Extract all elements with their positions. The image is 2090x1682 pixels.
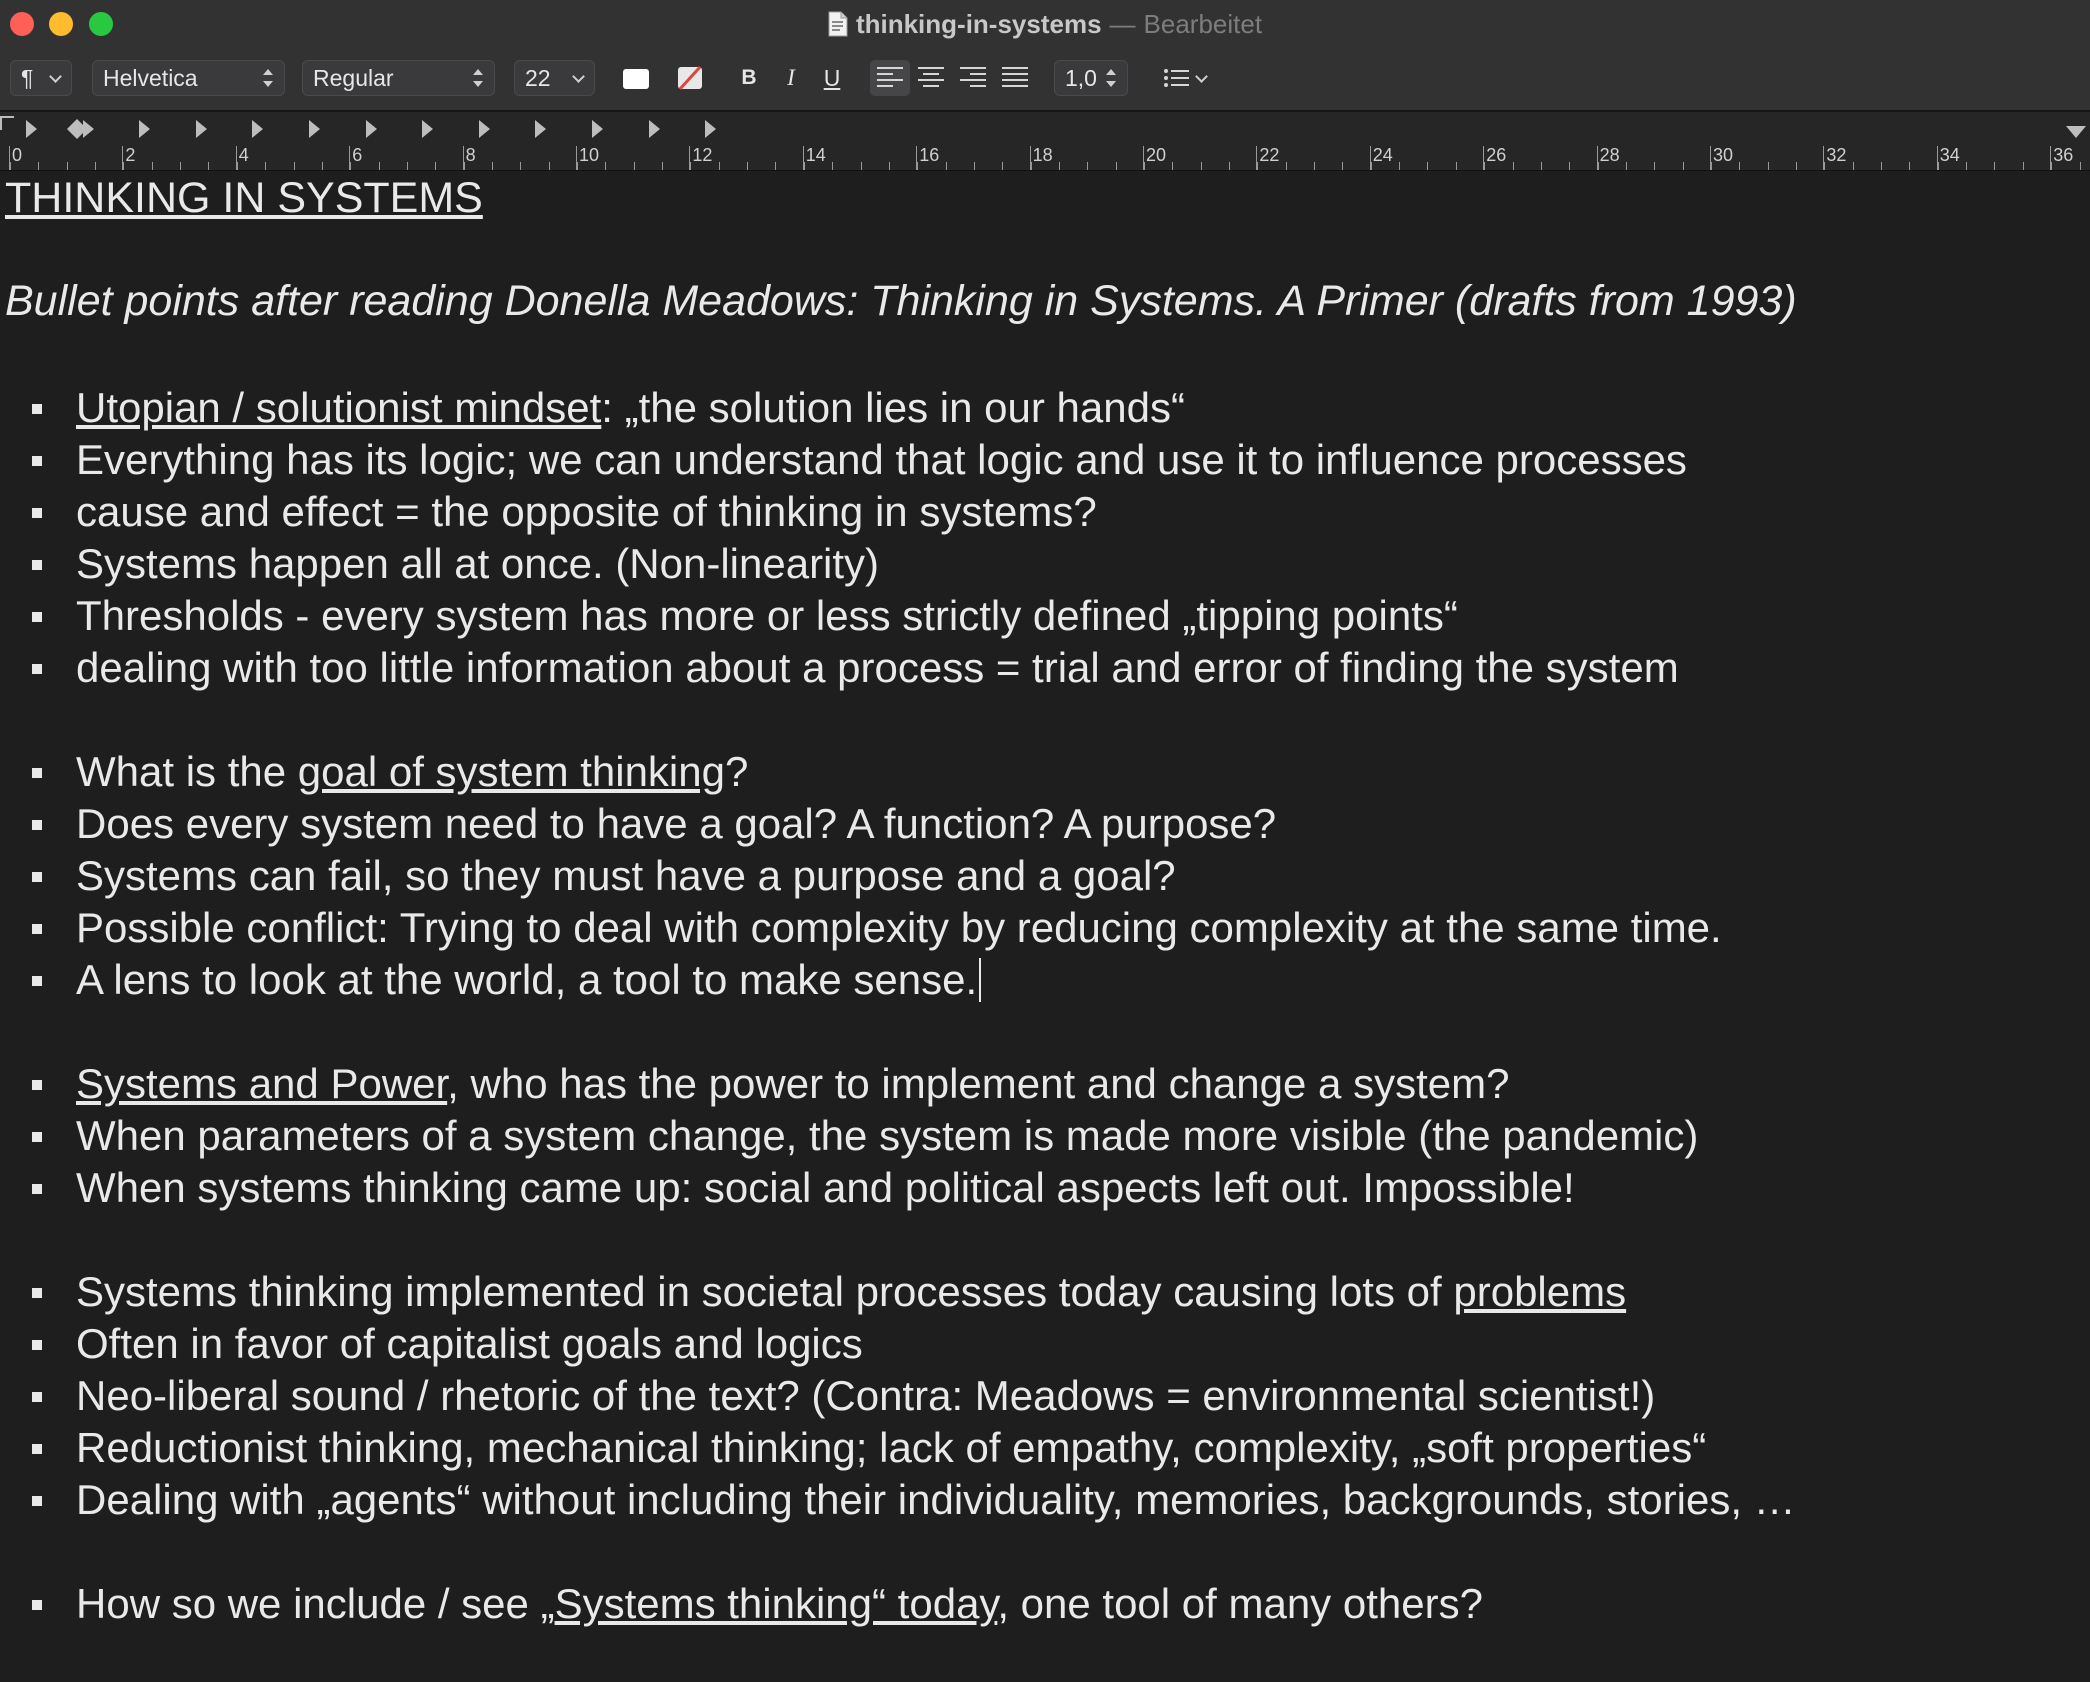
bullet-square-icon [32, 404, 42, 414]
ruler-label: 26 [1486, 145, 1507, 165]
ruler-minor-tick [379, 162, 380, 170]
ruler-minor-tick [1513, 162, 1514, 170]
tab-stop-marker[interactable] [309, 120, 320, 138]
edited-status: Bearbeitet [1143, 8, 1263, 39]
list-item-text [76, 1162, 1575, 1214]
document-subtitle: Bullet points after reading Donella Meadows: Thinking in Systems. A Primer (drafts from 1993) [5, 277, 1797, 325]
ruler-minor-tick [1427, 162, 1428, 170]
text-run: Everything has its logic; we can understand that logic and use it to influence processes [76, 436, 1687, 483]
ruler-minor-tick [1768, 162, 1769, 170]
ruler-minor-tick [1938, 162, 1939, 170]
underlined-text: goal of system thinking [297, 748, 725, 795]
ruler-minor-tick [1399, 162, 1400, 170]
tab-stop-marker[interactable] [535, 120, 546, 138]
tab-stop-marker[interactable] [422, 120, 433, 138]
ruler-minor-tick [832, 162, 833, 170]
ruler-label: 14 [805, 145, 826, 165]
chevron-down-icon [49, 72, 61, 84]
ruler-minor-tick [1569, 162, 1570, 170]
list-item-text [76, 1578, 1483, 1630]
ruler-minor-tick [1456, 162, 1457, 170]
text-run: A lens to look at the world, a tool to make sense. [76, 956, 978, 1003]
ruler-minor-tick [322, 162, 323, 170]
line-spacing-select[interactable] [1054, 60, 1128, 96]
list-item-text [76, 538, 879, 590]
format-toolbar [0, 48, 2090, 112]
ruler-minor-tick [690, 162, 691, 170]
tab-stop-marker[interactable] [83, 120, 94, 138]
font-size-value: 22 [525, 64, 551, 91]
text-run: Reductionist thinking, mechanical thinking; lack of empathy, complexity, „soft properties“ [76, 1424, 1707, 1471]
text-color-well[interactable] [623, 69, 649, 89]
ruler-minor-tick [2023, 162, 2024, 170]
ruler-minor-tick [662, 162, 663, 170]
ruler-minor-tick [294, 162, 295, 170]
ruler-minor-tick [38, 162, 39, 170]
ruler-minor-tick [1201, 162, 1202, 170]
ruler-minor-tick [775, 162, 776, 170]
text-run: : „the solution lies in our hands“ [601, 384, 1185, 431]
font-style-select[interactable] [302, 60, 495, 96]
chevron-down-icon [572, 72, 584, 84]
list-item-text [76, 1422, 1706, 1474]
ruler-minor-tick [747, 162, 748, 170]
tab-stop-marker[interactable] [649, 120, 660, 138]
ruler-minor-tick [1626, 162, 1627, 170]
ruler-minor-tick [1087, 162, 1088, 170]
ruler-label: 8 [465, 145, 476, 165]
ruler-minor-tick [2080, 162, 2081, 170]
ruler-minor-tick [237, 162, 238, 170]
underlined-text: problems [1453, 1268, 1627, 1315]
justify-icon [1002, 67, 1028, 89]
list-item-text [76, 1110, 1698, 1162]
ruler-minor-tick [407, 162, 408, 170]
window-title [0, 0, 2090, 48]
line-spacing-value: 1,0 [1065, 64, 1097, 91]
align-center-button[interactable] [916, 60, 946, 96]
bullet-square-icon [32, 560, 42, 570]
bullet-square-icon [32, 1080, 42, 1090]
underlined-text: Systems and Power [76, 1060, 448, 1107]
ruler-minor-tick [1484, 162, 1485, 170]
ruler-label: 22 [1259, 145, 1280, 165]
list-style-menu[interactable] [1156, 60, 1214, 96]
bullet-square-icon [32, 1288, 42, 1298]
ruler-minor-tick [634, 162, 635, 170]
ruler-minor-tick [577, 162, 578, 170]
ruler-label: 36 [2053, 145, 2074, 165]
text-run: Does every system need to have a goal? A function? A purpose? [76, 800, 1277, 847]
bullet-square-icon [32, 664, 42, 674]
ruler-label: 18 [1032, 145, 1053, 165]
font-style-value: Regular [313, 64, 394, 91]
bullet-square-icon [32, 1340, 42, 1350]
left-margin-marker[interactable] [0, 116, 14, 130]
underline-button[interactable]: U [823, 64, 841, 91]
document-heading: THINKING IN SYSTEMS [5, 174, 483, 222]
ruler-label: 12 [692, 145, 713, 165]
bullet-square-icon [32, 768, 42, 778]
ruler-minor-tick [1257, 162, 1258, 170]
chevron-down-icon [1195, 72, 1207, 84]
tab-stop-marker[interactable] [479, 120, 490, 138]
ruler-minor-tick [1031, 162, 1032, 170]
list-item-text [76, 642, 1679, 694]
ruler-minor-tick [1314, 162, 1315, 170]
ruler-label: 24 [1372, 145, 1393, 165]
stepper-icon [262, 67, 274, 89]
list-item-text [76, 902, 1722, 954]
bullet-square-icon [32, 924, 42, 934]
bullet-square-icon [32, 872, 42, 882]
ruler-minor-tick [889, 162, 890, 170]
tab-stop-marker[interactable] [252, 120, 263, 138]
ruler-minor-tick [1994, 162, 1995, 170]
document-body[interactable] [0, 171, 2090, 1682]
ruler-minor-tick [1966, 162, 1967, 170]
tab-stop-marker[interactable] [196, 120, 207, 138]
text-run: When systems thinking came up: social and political aspects left out. Impossible! [76, 1164, 1575, 1211]
ruler-minor-tick [549, 162, 550, 170]
ruler-minor-tick [1342, 162, 1343, 170]
ruler-minor-tick [1116, 162, 1117, 170]
list-item-text [76, 590, 1458, 642]
align-right-icon [960, 67, 986, 89]
highlight-color-icon [676, 63, 704, 93]
ruler-minor-tick [1371, 162, 1372, 170]
ruler-minor-tick [1711, 162, 1712, 170]
list-item-text [76, 1318, 863, 1370]
align-left-icon [877, 67, 903, 89]
ruler-label: 28 [1599, 145, 1620, 165]
list-item-text [76, 382, 1185, 434]
list-item-text [76, 850, 1176, 902]
ruler-minor-tick [152, 162, 153, 170]
underlined-text: Utopian / solutionist mindset [76, 384, 602, 431]
ruler-minor-tick [974, 162, 975, 170]
align-left-button[interactable] [870, 60, 910, 96]
text-run: Dealing with „agents“ without including their individuality, memories, backgrounds, stories, … [76, 1476, 1796, 1523]
text-run: Often in favor of capitalist goals and logics [76, 1320, 863, 1367]
ruler-minor-tick [1002, 162, 1003, 170]
ruler-minor-tick [804, 162, 805, 170]
list-item-text [76, 954, 981, 1006]
ruler-minor-tick [1598, 162, 1599, 170]
ruler-minor-tick [123, 162, 124, 170]
text-run: When parameters of a system change, the system is made more visible (the pandemic) [76, 1112, 1699, 1159]
text-run: , one tool of many others? [997, 1580, 1483, 1627]
ruler-minor-tick [1824, 162, 1825, 170]
ruler-minor-tick [180, 162, 181, 170]
font-family-value: Helvetica [103, 64, 198, 91]
paragraph-style-icon: ¶ [21, 64, 34, 91]
bullet-square-icon [32, 1496, 42, 1506]
tab-stop-marker[interactable] [592, 120, 603, 138]
tab-stop-marker[interactable] [366, 120, 377, 138]
paragraph-style-menu[interactable] [10, 60, 72, 96]
title-separator: — [1109, 8, 1136, 39]
ruler-minor-tick [265, 162, 266, 170]
bullet-square-icon [32, 456, 42, 466]
ruler-minor-tick [350, 162, 351, 170]
ruler-minor-tick [67, 162, 68, 170]
ruler-label: 34 [1939, 145, 1960, 165]
italic-button[interactable]: I [787, 65, 795, 90]
text-run: What is the [76, 748, 298, 795]
align-right-button[interactable] [958, 60, 988, 96]
text-run: , who has the power to implement and change a system? [447, 1060, 1510, 1107]
ruler-minor-tick [10, 162, 11, 170]
highlight-color-button[interactable] [676, 60, 704, 96]
list-item-text [76, 746, 748, 798]
bullet-square-icon [32, 820, 42, 830]
list-item-text [76, 1058, 1509, 1110]
text-run: cause and effect = the opposite of thinking in systems? [76, 488, 1097, 535]
font-size-field[interactable] [514, 60, 595, 96]
ruler-minor-tick [492, 162, 493, 170]
ruler-label: 2 [125, 145, 136, 165]
bullet-square-icon [32, 612, 42, 622]
text-run: Possible conflict: Trying to deal with complexity by reducing complexity at the same time. [76, 904, 1722, 951]
ruler-minor-tick [95, 162, 96, 170]
bullet-square-icon [32, 1184, 42, 1194]
text-cursor [979, 958, 981, 1002]
list-item-text [76, 1266, 1626, 1318]
ruler-minor-tick [946, 162, 947, 170]
stepper-icon [472, 67, 484, 89]
text-run: Thresholds - every system has more or less strictly defined „tipping points“ [76, 592, 1458, 639]
list-item-text [76, 1370, 1655, 1422]
list-item-text [76, 798, 1276, 850]
ruler-minor-tick [520, 162, 521, 170]
text-run: Systems can fail, so they must have a purpose and a goal? [76, 852, 1176, 899]
bullet-square-icon [32, 1600, 42, 1610]
bullet-square-icon [32, 508, 42, 518]
title-bar [0, 0, 2090, 48]
ruler-label: 10 [579, 145, 600, 165]
ruler-minor-tick [1853, 162, 1854, 170]
ruler-minor-tick [208, 162, 209, 170]
ruler-minor-tick [1144, 162, 1145, 170]
ruler-minor-tick [2051, 162, 2052, 170]
ruler-label: 0 [12, 145, 23, 165]
ruler-minor-tick [605, 162, 606, 170]
ruler-minor-tick [861, 162, 862, 170]
bullet-square-icon [32, 1392, 42, 1402]
ruler-minor-tick [1229, 162, 1230, 170]
ruler-minor-tick [435, 162, 436, 170]
stepper-icon [1105, 67, 1117, 89]
list-item-text [76, 1474, 1796, 1526]
ruler-minor-tick [1796, 162, 1797, 170]
right-margin-marker[interactable] [2066, 126, 2086, 138]
ruler-minor-tick [464, 162, 465, 170]
tab-stop-marker[interactable] [139, 120, 150, 138]
document-icon[interactable] [828, 11, 848, 37]
underlined-text: Systems thinking“ today [554, 1580, 998, 1627]
ruler-minor-tick [1881, 162, 1882, 170]
text-run: ? [724, 748, 749, 795]
text-run: Systems happen all at once. (Non-linearity) [76, 540, 880, 587]
ruler[interactable] [0, 112, 2090, 171]
ruler-minor-tick [917, 162, 918, 170]
text-run: How so we include / see „ [76, 1580, 555, 1627]
bullet-square-icon [32, 1444, 42, 1454]
bullet-square-icon [32, 976, 42, 986]
ruler-minor-tick [1172, 162, 1173, 170]
ruler-minor-tick [1286, 162, 1287, 170]
bold-button[interactable]: B [741, 66, 757, 89]
ruler-label: 4 [238, 145, 249, 165]
ruler-minor-tick [1541, 162, 1542, 170]
ruler-label: 6 [352, 145, 363, 165]
ruler-minor-tick [1059, 162, 1060, 170]
list-item-text [76, 486, 1097, 538]
text-run: Neo-liberal sound / rhetoric of the text? (Contra: Meadows = environmental scientist!) [76, 1372, 1656, 1419]
bullet-list-icon [1163, 67, 1189, 89]
ruler-label: 20 [1146, 145, 1167, 165]
bullet-square-icon [32, 1132, 42, 1142]
ruler-minor-tick [719, 162, 720, 170]
ruler-label: 32 [1826, 145, 1847, 165]
document-name[interactable]: thinking-in-systems [855, 8, 1102, 39]
ruler-label: 30 [1713, 145, 1734, 165]
tab-stop-marker[interactable] [26, 120, 37, 138]
align-center-icon [918, 67, 944, 89]
tab-stop-marker[interactable] [705, 120, 716, 138]
text-run: Systems thinking implemented in societal processes today causing lots of [76, 1268, 1454, 1315]
justify-button[interactable] [1000, 60, 1030, 96]
ruler-minor-tick [1654, 162, 1655, 170]
ruler-minor-tick [1683, 162, 1684, 170]
font-family-select[interactable] [92, 60, 285, 96]
text-run: dealing with too little information about a process = trial and error of finding the system [76, 644, 1679, 691]
ruler-label: 16 [919, 145, 940, 165]
list-item-text [76, 434, 1687, 486]
ruler-minor-tick [1909, 162, 1910, 170]
ruler-minor-tick [1739, 162, 1740, 170]
